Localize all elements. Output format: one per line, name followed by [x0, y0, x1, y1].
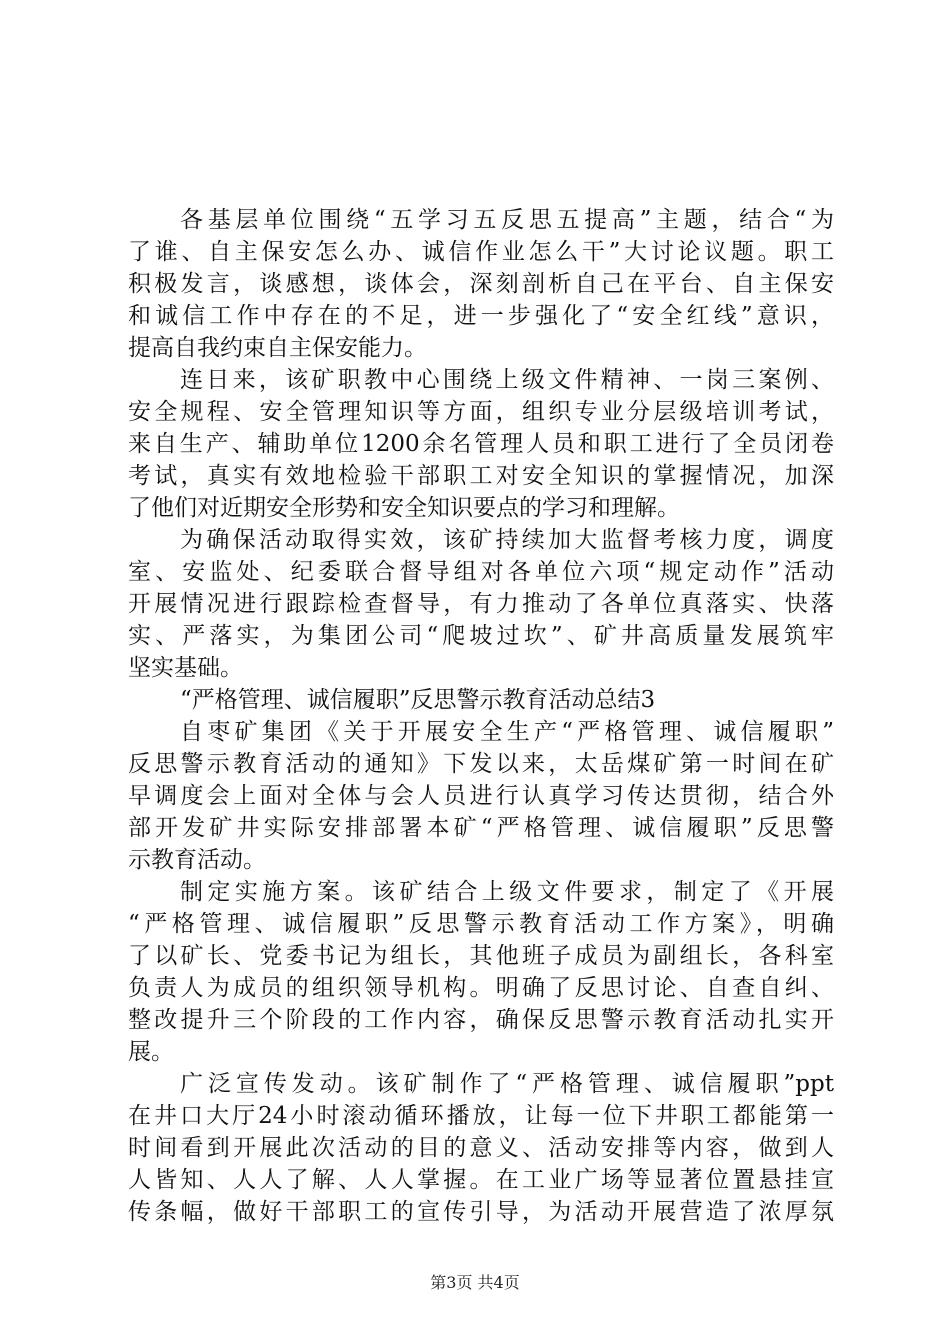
text-line: 各基层单位围绕“五学习五反思五提高”主题，结合“为 [180, 207, 834, 233]
section-heading: “严格管理、诚信履职”反思警示教育活动总结3 [180, 687, 656, 713]
text-line: 示教育活动。 [128, 847, 266, 873]
text-line: 了以矿长、党委书记为组长，其他班子成员为副组长，各科室 [128, 943, 834, 969]
text-line: 负责人为成员的组织领导机构。明确了反思讨论、自查自纠、 [128, 975, 834, 1001]
text-line: 提高自我约束自主保安能力。 [128, 335, 427, 361]
text-line: 了谁、自主保安怎么办、诚信作业怎么干”大讨论议题。职工 [128, 239, 834, 265]
text-line: 积极发言，谈感想，谈体会，深刻剖析自己在平台、自主保安 [128, 271, 834, 297]
text-line: 展。 [128, 1039, 174, 1065]
text-line: “严格管理、诚信履职”反思警示教育活动工作方案》，明确 [128, 911, 834, 937]
text-line: 开展情况进行跟踪检查督导，有力推动了各单位真落实、快落 [128, 591, 834, 617]
text-line: 反思警示教育活动的通知》下发以来，太岳煤矿第一时间在矿 [128, 751, 834, 777]
text-line: 室、安监处、纪委联合督导组对各单位六项“规定动作”活动 [128, 559, 834, 585]
text-line: 安全规程、安全管理知识等方面，组织专业分层级培训考试， [128, 399, 834, 425]
text-line: 制定实施方案。该矿结合上级文件要求，制定了《开展 [180, 879, 834, 905]
text-line: 坚实基础。 [128, 655, 243, 681]
text-line: 自枣矿集团《关于开展安全生产“严格管理、诚信履职” [180, 719, 834, 745]
document-body [128, 204, 834, 1228]
text-line: 和诚信工作中存在的不足，进一步强化了“安全红线”意识， [128, 303, 834, 329]
text-line: 广泛宣传发动。该矿制作了“严格管理、诚信履职”ppt [180, 1071, 834, 1097]
text-line: 连日来，该矿职教中心围绕上级文件精神、一岗三案例、 [180, 367, 834, 393]
text-line: 考试，真实有效地检验干部职工对安全知识的掌握情况，加深 [128, 463, 834, 489]
text-line: 来自生产、辅助单位1200余名管理人员和职工进行了全员闭卷 [128, 431, 834, 457]
text-line: 人皆知、人人了解、人人掌握。在工业广场等显著位置悬挂宣 [128, 1167, 834, 1193]
text-line: 为确保活动取得实效，该矿持续加大监督考核力度，调度 [180, 527, 834, 553]
text-line: 在井口大厅24小时滚动循环播放，让每一位下井职工都能第一 [128, 1103, 834, 1129]
text-line: 部开发矿井实际安排部署本矿“严格管理、诚信履职”反思警 [128, 815, 834, 841]
text-line: 早调度会上面对全体与会人员进行认真学习传达贯彻，结合外 [128, 783, 834, 809]
page-number-footer: 第3页 共4页 [430, 1273, 520, 1292]
text-line: 实、严落实，为集团公司“爬坡过坎”、矿井高质量发展筑牢 [128, 623, 834, 649]
text-line: 了他们对近期安全形势和安全知识要点的学习和理解。 [128, 495, 680, 521]
text-line: 时间看到开展此次活动的目的意义、活动安排等内容，做到人 [128, 1135, 834, 1161]
text-line: 整改提升三个阶段的工作内容，确保反思警示教育活动扎实开 [128, 1007, 834, 1033]
text-line: 传条幅，做好干部职工的宣传引导，为活动开展营造了浓厚氛 [128, 1199, 834, 1225]
